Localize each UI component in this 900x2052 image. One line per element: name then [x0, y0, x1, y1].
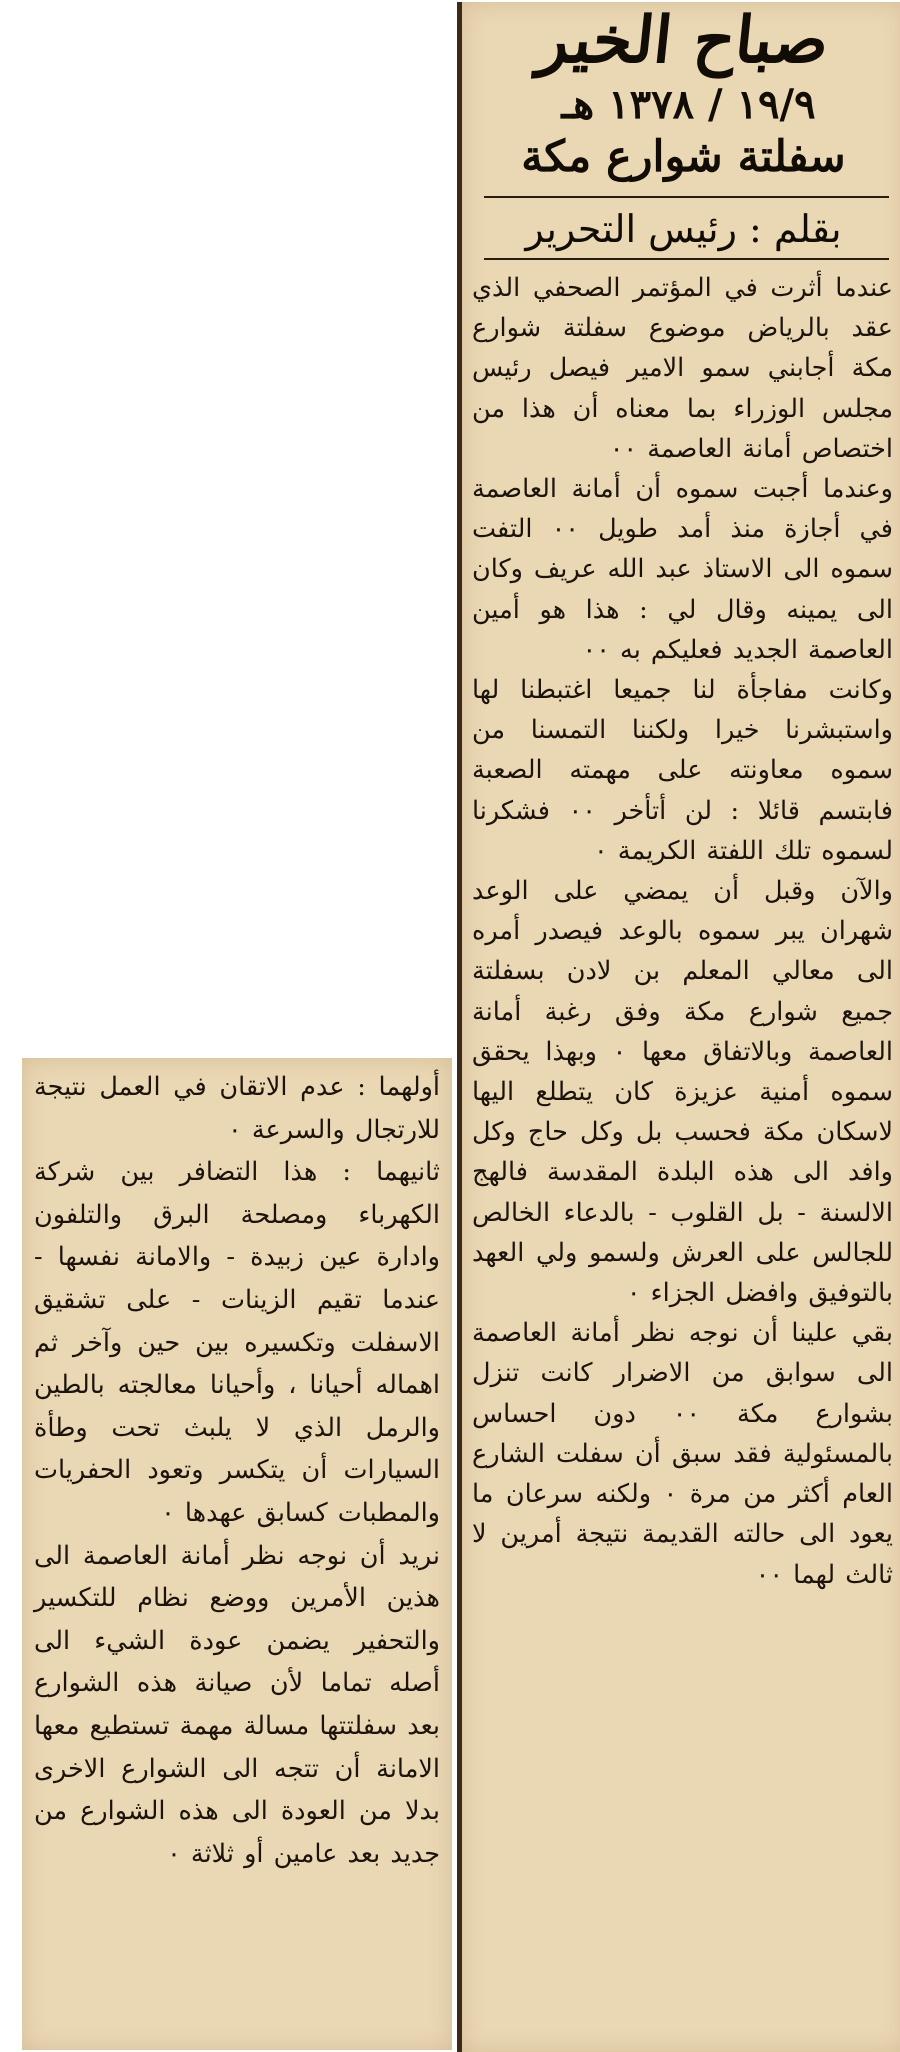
byline-rule-bottom — [484, 258, 889, 260]
paragraph: ثانيهما : هذا التضافر بين شركة الكهرباء ومصلحة البرق والتلفون وادارة عين زبيدة - والامانة نفسها - عندما تقيم الزينات - على تشقيق الاسفلت وتكسيره بين حين وآخر ثم اهماله أحيانا ، وأحيانا معالجته بالطين والرمل الذي لا يلبث تحت وطأة السيارات أن يتكسر وتعود الحفريات والمطبات كسابق عهدها ٠ — [34, 1157, 440, 1528]
article-byline: بقلم : رئيس التحرير — [525, 207, 842, 251]
article-body-column-1 — [472, 268, 893, 1595]
byline-rule-top — [484, 196, 889, 198]
paragraph: عندما أثرت في المؤتمر الصحفي الذي عقد بالرياض موضوع سفلتة شوارع مكة أجابني سمو الامير فيصل رئيس مجلس الوزراء بما معناه أن هذا من اختصاص أمانة العاصمة ٠٠ — [472, 273, 893, 464]
newspaper-clipping-right — [457, 2, 900, 2052]
paragraph: وكانت مفاجأة لنا جميعا اغتبطنا لها واستبشرنا خيرا ولكننا التمسنا من سموه معاونته على مهمته الصعبة فابتسم قائلا : لن أتأخر ٠٠ فشكرنا لسموه تلك اللفتة الكريمة ٠ — [472, 675, 894, 866]
newspaper-clipping-left — [22, 1058, 452, 2050]
paragraph: وعندما أجبت سموه أن أمانة العاصمة في أجازة منذ أمد طويل ٠٠ التفت سموه الى الاستاذ عبد الله عريف وكان الى يمينه وقال لي : هذا هو أمين العاصمة الجديد فعليكم به ٠٠ — [472, 474, 893, 665]
paragraph: بقي علينا أن نوجه نظر أمانة العاصمة الى سوابق من الاضرار كانت تنزل بشوارع مكة ٠٠ دون احساس بالمسئولية فقد سبق أن سفلت الشارع العام أكثر من مرة ٠ ولكنه سرعان ما يعود الى حالته القديمة نتيجة أمرين لا ثالث لهما ٠٠ — [472, 1318, 893, 1590]
article-body-column-2 — [34, 1066, 440, 1875]
masthead: صباح الخير — [534, 3, 833, 78]
paragraph: أولهما : عدم الاتقان في العمل نتيجة للارتجال والسرعة ٠ — [34, 1072, 440, 1145]
paragraph: نريد أن نوجه نظر أمانة العاصمة الى هذين الأمرين ووضع نظام للتكسير والتحفير يضمن عودة الشيء الى أصله تماما لأن صيانة هذه الشوارع بعد سفلتتها مسالة مهمة تستطيع معها الامانة أن تتجه الى الشوارع الاخرى بدلا من العودة الى هذه الشوارع من جديد بعد عامين أو ثلاثة ٠ — [34, 1540, 440, 1869]
article-headline: سفلتة شوارع مكة — [521, 132, 846, 182]
paragraph: والآن وقبل أن يمضي على الوعد شهران يبر سموه بالوعد فيصدر أمره الى معالي المعلم بن لادن بسفلتة جميع شوارع مكة وفق رغبة أمانة العاصمة وبالاتفاق معها ٠ وبهذا يحقق سموه أمنية عزيزة كان يتطلع اليها لاسكان مكة فحسب بل وكل حاج وكل وافد الى هذه البلدة المقدسة فالهج الالسنة - بل القلوب - بالدعاء الخالص للجالس على العرش ولسمو ولي العهد بالتوفيق وافضل الجزاء ٠ — [472, 876, 893, 1309]
publication-date: ١٩/٩ / ١٣٧٨ هـ — [561, 81, 816, 128]
